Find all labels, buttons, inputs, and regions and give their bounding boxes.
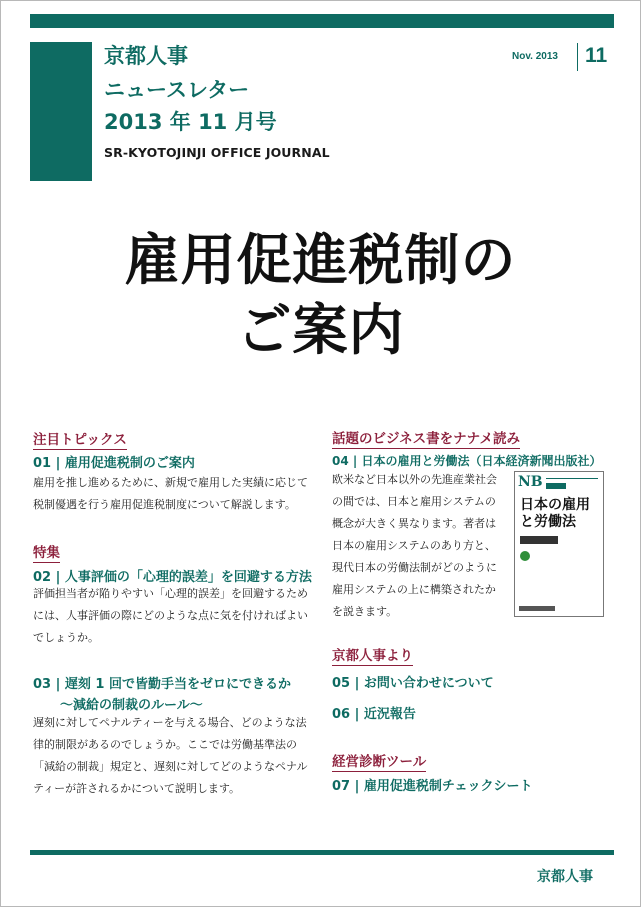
section-heading-from-us: 京都人事より — [332, 644, 413, 666]
section-heading-feature: 特集 — [33, 541, 60, 563]
article-summary-01: 雇用を推し進めるために、新規で雇用した実績に応じて税制優遇を行う雇用促進税制度について解説します。 — [33, 476, 308, 511]
article-summary-04: 欧米など日本以外の先進産業社会の間では、日本と雇用システムの概念が大きく異なります。著者は日本の雇用システムのあり方と、現代日本の労働法制がどのように雇用システムの上に構築されたかを説きます。 — [332, 473, 497, 618]
article-link-04[interactable]: 04 | 日本の雇用と労働法（日本経済新聞出版社） — [332, 454, 602, 468]
article-summary-03: 遅刻に対してペナルティーを与える場合、どのような法律的制限があるのでしょうか。ここでは労働基準法の「減給の制裁」規定と、遅刻に対してどのようなペナルティーが許されるかについて説明します。 — [33, 716, 308, 795]
book-publisher-logo: NB — [518, 474, 543, 490]
section-heading-tools: 経営診断ツール — [332, 750, 426, 772]
masthead-color-block — [30, 42, 92, 181]
issue-divider — [577, 43, 578, 71]
bottom-bar — [30, 850, 614, 855]
book-cover-title: 日本の雇用と労働法 — [520, 497, 590, 530]
article-link-03[interactable]: 03 | 遅刻 1 回で皆勤手当をゼロにできるか — [33, 677, 291, 692]
article-subtitle-03: 〜減給の制裁のルール〜 — [60, 698, 203, 713]
article-link-02[interactable]: 02 | 人事評価の「心理的誤差」を回避する方法 — [33, 570, 312, 585]
article-link-06[interactable]: 06 | 近況報告 — [332, 707, 416, 722]
article-summary-02: 評価担当者が陥りやすい「心理的誤差」を回避するためには、人事評価の際にどのような点に気を付ければよいでしょうか。 — [33, 587, 308, 644]
issue-date: Nov. 2013 — [512, 51, 558, 62]
journal-name: SR-KYOTOJINJI OFFICE JOURNAL — [104, 145, 330, 160]
article-link-07[interactable]: 07 | 雇用促進税制チェックシート — [332, 779, 533, 794]
article-link-05[interactable]: 05 | お問い合わせについて — [332, 676, 494, 691]
masthead-name: 京都人事 — [104, 44, 188, 68]
masthead-issue: 2013 年 11 月号 — [104, 110, 277, 134]
book-cover — [514, 471, 604, 617]
book-badge-icon — [520, 551, 530, 561]
main-title-line1: 雇用促進税制の — [124, 228, 517, 292]
masthead-subtitle: ニュースレター — [104, 78, 250, 102]
footer-brand: 京都人事 — [537, 869, 593, 885]
main-title-line2: ご案内 — [236, 298, 405, 362]
section-heading-topics: 注目トピックス — [33, 428, 127, 450]
issue-number: 11 — [585, 44, 608, 67]
section-heading-books: 話題のビジネス書をナナメ読み — [332, 427, 520, 449]
top-bar — [30, 14, 614, 28]
book-author-label — [520, 536, 558, 544]
book-publisher-mark — [519, 606, 555, 611]
article-link-01[interactable]: 01 | 雇用促進税制のご案内 — [33, 456, 195, 471]
